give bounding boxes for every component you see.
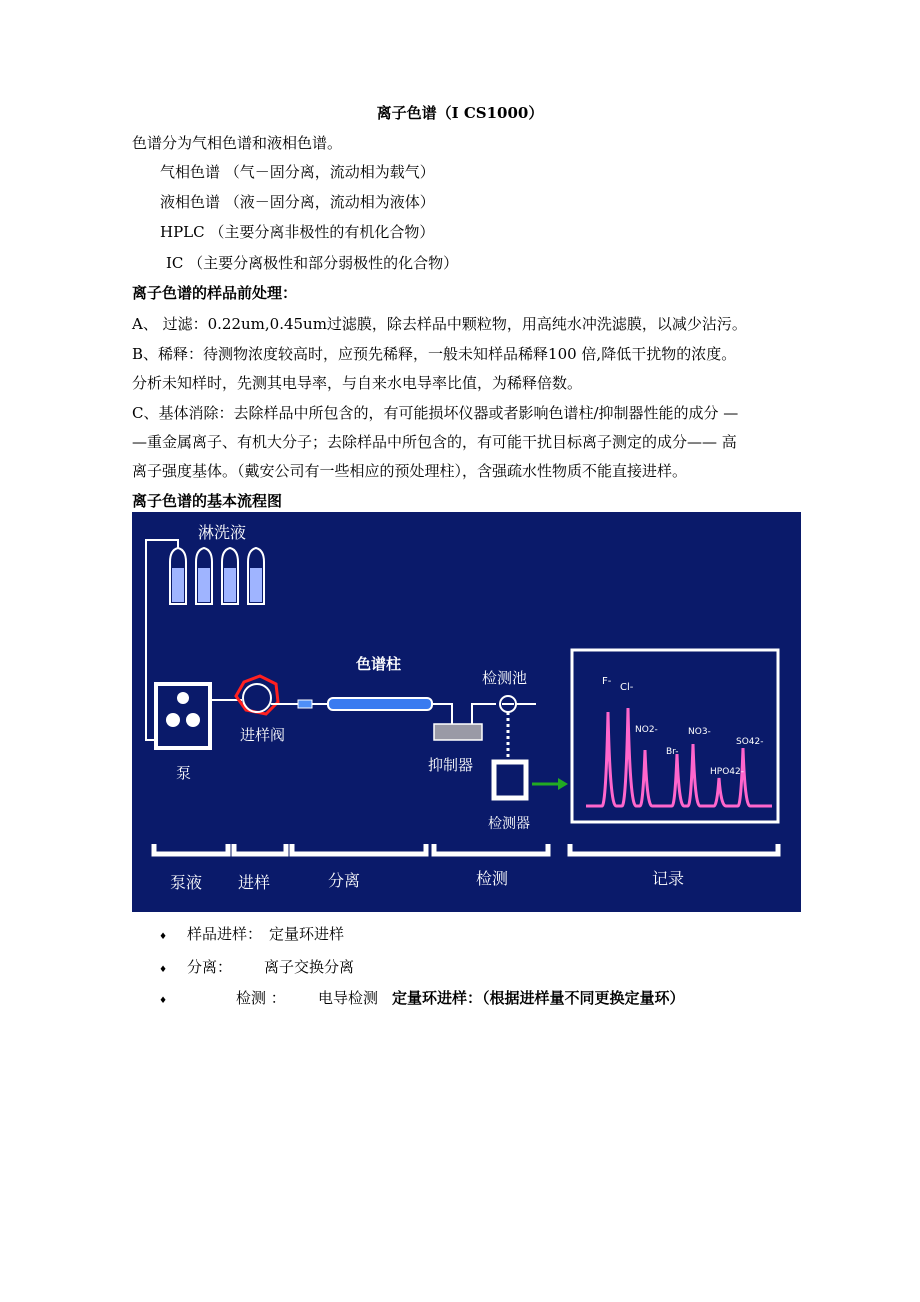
stage-label: 泵液 <box>170 873 203 892</box>
type-item: 气相色谱 （气－固分离，流动相为载气） <box>160 163 435 181</box>
bullet-label: 检测 ： <box>236 989 286 1007</box>
detection-cell-label: 检测池 <box>482 669 528 687</box>
type-item: HPLC （主要分离非极性的有机化合物） <box>160 223 435 241</box>
section-heading-pretreatment: 离子色谱的样品前处理： <box>132 284 298 302</box>
arrow-right-icon <box>558 778 568 790</box>
type-item: 液相色谱 （液－固分离，流动相为液体） <box>160 193 435 211</box>
bullet-label: 分离： <box>187 958 233 976</box>
peak-label: Br- <box>666 747 679 757</box>
stage-label: 检测 <box>476 869 509 888</box>
bullet-label: 样品进样： <box>187 925 263 943</box>
pretreatment-line: B、稀释：待测物浓度较高时，应预先稀释，一般未知样品稀释100 倍,降低干扰物的浓度。 <box>132 345 737 363</box>
detector-label: 检测器 <box>488 816 530 832</box>
pretreatment-line: 分析未知样时，先测其电导率，与自来水电导率比值，为稀释倍数。 <box>132 374 583 392</box>
detector-icon <box>494 762 526 798</box>
ion-chromatography-flow-diagram <box>132 512 801 912</box>
suppressor-icon <box>434 724 482 740</box>
bullet-text: 定量环进样 <box>269 925 345 943</box>
type-item: IC （主要分离极性和部分弱极性的化合物） <box>166 254 459 272</box>
stage-brackets <box>154 844 778 854</box>
peak-label: Cl- <box>620 682 634 693</box>
diamond-bullet-icon: ♦ <box>159 996 168 1006</box>
bullet-text: 电导检测 <box>318 989 379 1007</box>
injection-valve-label: 进样阀 <box>240 726 286 744</box>
column-icon <box>328 698 432 710</box>
eluent-bottles-icon <box>170 548 264 604</box>
pretreatment-line: C、基体消除：去除样品中所包含的，有可能损坏仪器或者影响色谱柱/抑制器性能的成分 — <box>132 404 739 422</box>
peak-label: HPO42- <box>710 767 744 777</box>
pretreatment-line: 离子强度基体。（戴安公司有一些相应的预处理柱），含强疏水性物质不能直接进样。 <box>132 462 688 480</box>
peak-label: F- <box>602 676 612 687</box>
pump-label: 泵 <box>176 764 192 782</box>
diamond-bullet-icon: ♦ <box>159 965 168 975</box>
peak-label: NO3- <box>688 727 711 737</box>
diamond-bullet-icon: ♦ <box>159 932 168 942</box>
column-label: 色谱柱 <box>356 655 402 673</box>
bullet-bold-text: 定量环进样：（根据进样量不同更换定量环） <box>392 989 685 1007</box>
section-heading-flowchart: 离子色谱的基本流程图 <box>132 492 283 510</box>
peak-label: NO2- <box>635 725 658 735</box>
eluent-label: 淋洗液 <box>198 523 247 542</box>
chromatogram-trace <box>586 708 772 806</box>
bullet-text: 离子交换分离 <box>264 958 355 976</box>
page-title: 离子色谱（I CS1000） <box>376 104 544 122</box>
stage-label: 进样 <box>238 873 271 892</box>
peak-label: SO42- <box>736 737 764 747</box>
stage-label: 分离 <box>328 871 361 890</box>
intro-text: 色谱分为气相色谱和液相色谱。 <box>132 134 343 152</box>
stage-label: 记录 <box>652 869 685 888</box>
pretreatment-line: A、 过滤：0.22um,0.45um过滤膜，除去样品中颗粒物，用高纯水冲洗滤膜，以减少沾污。 <box>132 315 747 333</box>
pretreatment-line: —重金属离子、有机大分子；去除样品中所包含的，有可能干扰目标离子测定的成分—— 高 <box>132 433 737 451</box>
suppressor-label: 抑制器 <box>428 756 474 774</box>
injection-valve-icon <box>236 676 278 714</box>
